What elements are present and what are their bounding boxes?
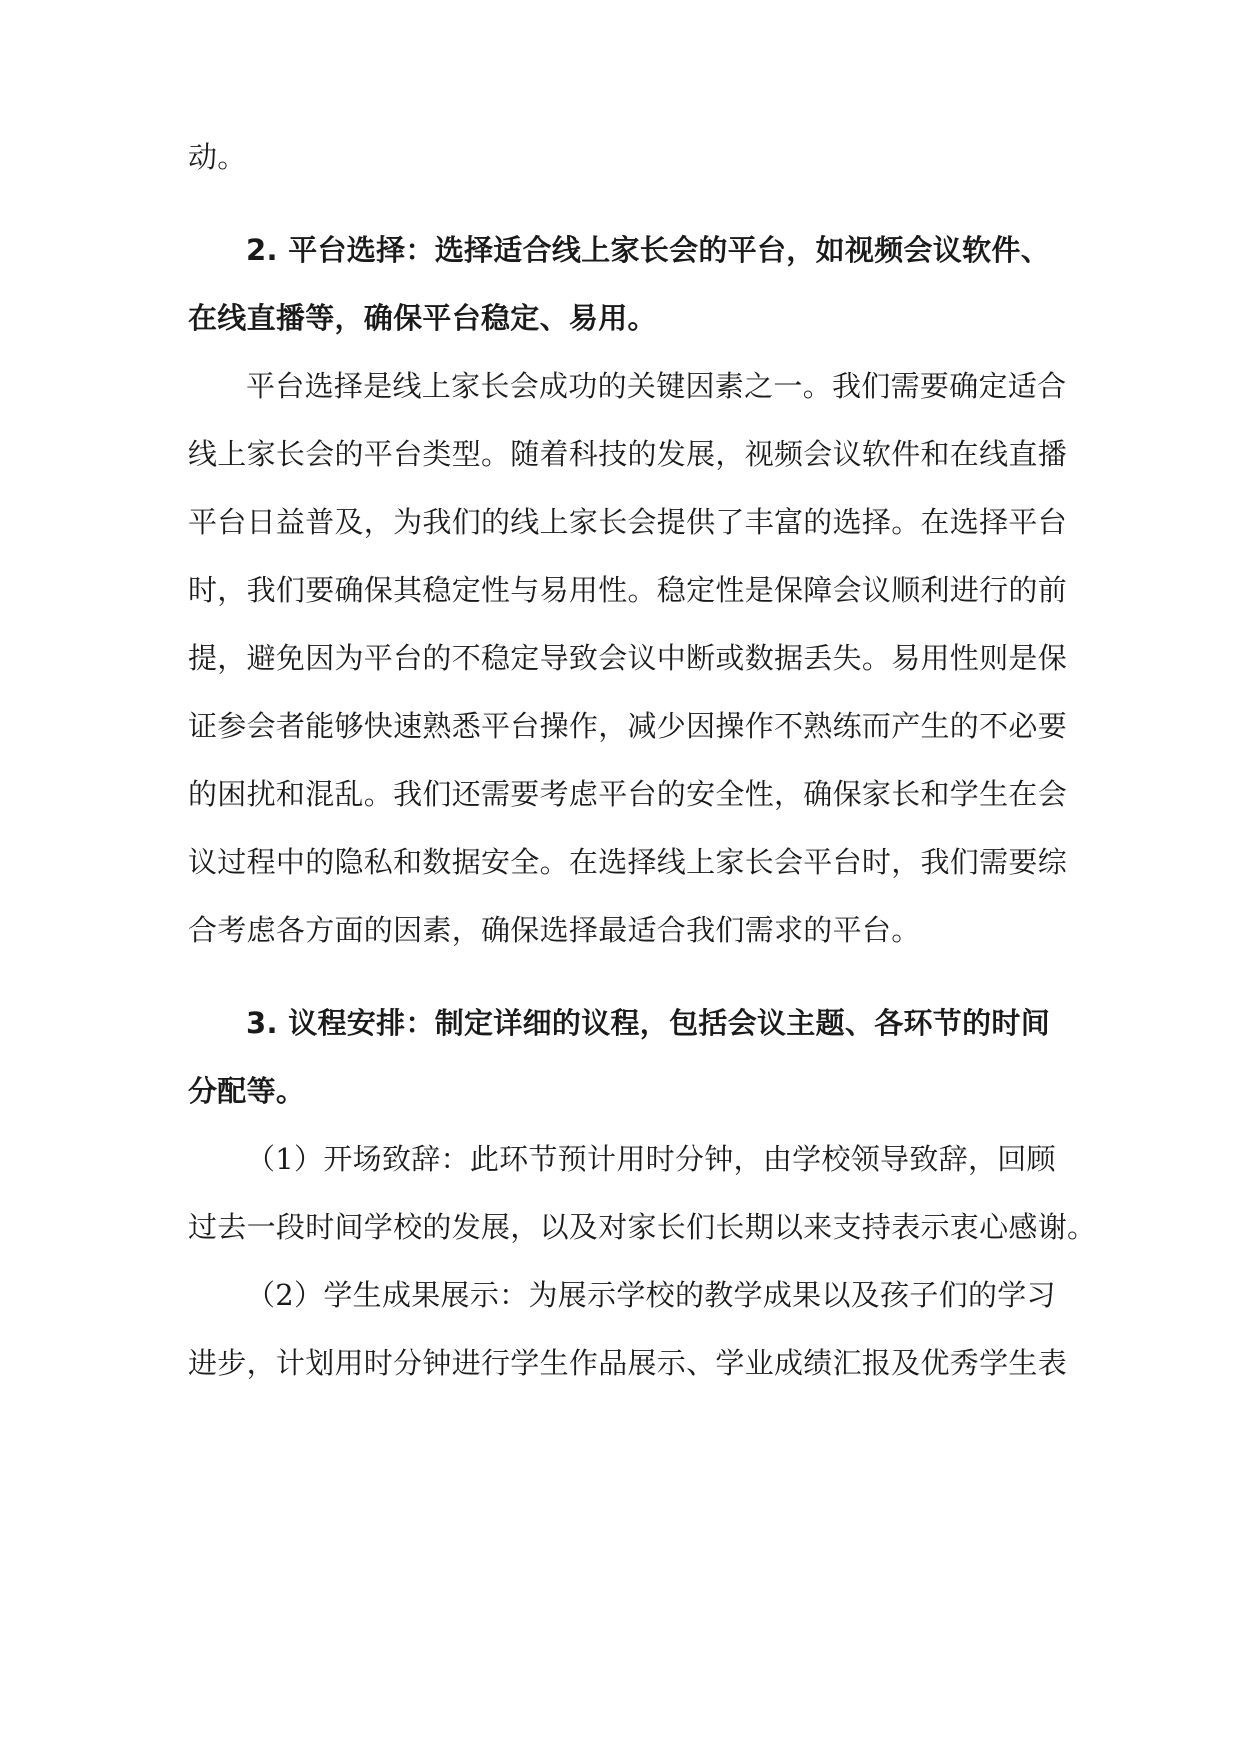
agenda-item-1-line-2: 过去一段时间学校的发展，以及对家长们长期以来支持表示衷心感谢。 — [188, 1210, 1097, 1244]
body-text-line: 提，避免因为平台的不稳定导致会议中断或数据丢失。易用性则是保 — [188, 641, 1068, 675]
agenda-item-2-line-2: 进步，计划用时分钟进行学生作品展示、学业成绩汇报及优秀学生表 — [188, 1346, 1068, 1380]
body-text-line: 证参会者能够快速熟悉平台操作，减少因操作不熟练而产生的不必要 — [188, 709, 1068, 743]
body-text-line: 平台日益普及，为我们的线上家长会提供了丰富的选择。在选择平台 — [188, 505, 1068, 539]
body-text-line: 时，我们要确保其稳定性与易用性。稳定性是保障会议顺利进行的前 — [188, 573, 1068, 607]
body-text-line: 线上家长会的平台类型。随着科技的发展，视频会议软件和在线直播 — [188, 437, 1068, 471]
agenda-item-1-line-1: （1）开场致辞：此环节预计用时分钟，由学校领导致辞，回顾 — [246, 1142, 1056, 1176]
body-text-line: 平台选择是线上家长会成功的关键因素之一。我们需要确定适合 — [246, 369, 1067, 403]
paragraph-continuation-line: 动。 — [188, 140, 247, 174]
section-3-heading-line-2: 分配等。 — [188, 1074, 306, 1108]
agenda-item-2-line-1: （2）学生成果展示：为展示学校的教学成果以及孩子们的学习 — [246, 1278, 1056, 1312]
body-text-line: 合考虑各方面的因素，确保选择最适合我们需求的平台。 — [188, 913, 921, 947]
section-3-heading-line-1: 3. 议程安排：制定详细的议程，包括会议主题、各环节的时间 — [246, 1006, 1050, 1040]
body-text-line: 议过程中的隐私和数据安全。在选择线上家长会平台时，我们需要综 — [188, 845, 1068, 879]
body-text-line: 的困扰和混乱。我们还需要考虑平台的安全性，确保家长和学生在会 — [188, 777, 1068, 811]
section-2-heading-line-2: 在线直播等，确保平台稳定、易用。 — [188, 301, 657, 335]
section-2-heading-line-1: 2. 平台选择：选择适合线上家长会的平台，如视频会议软件、 — [246, 233, 1050, 267]
